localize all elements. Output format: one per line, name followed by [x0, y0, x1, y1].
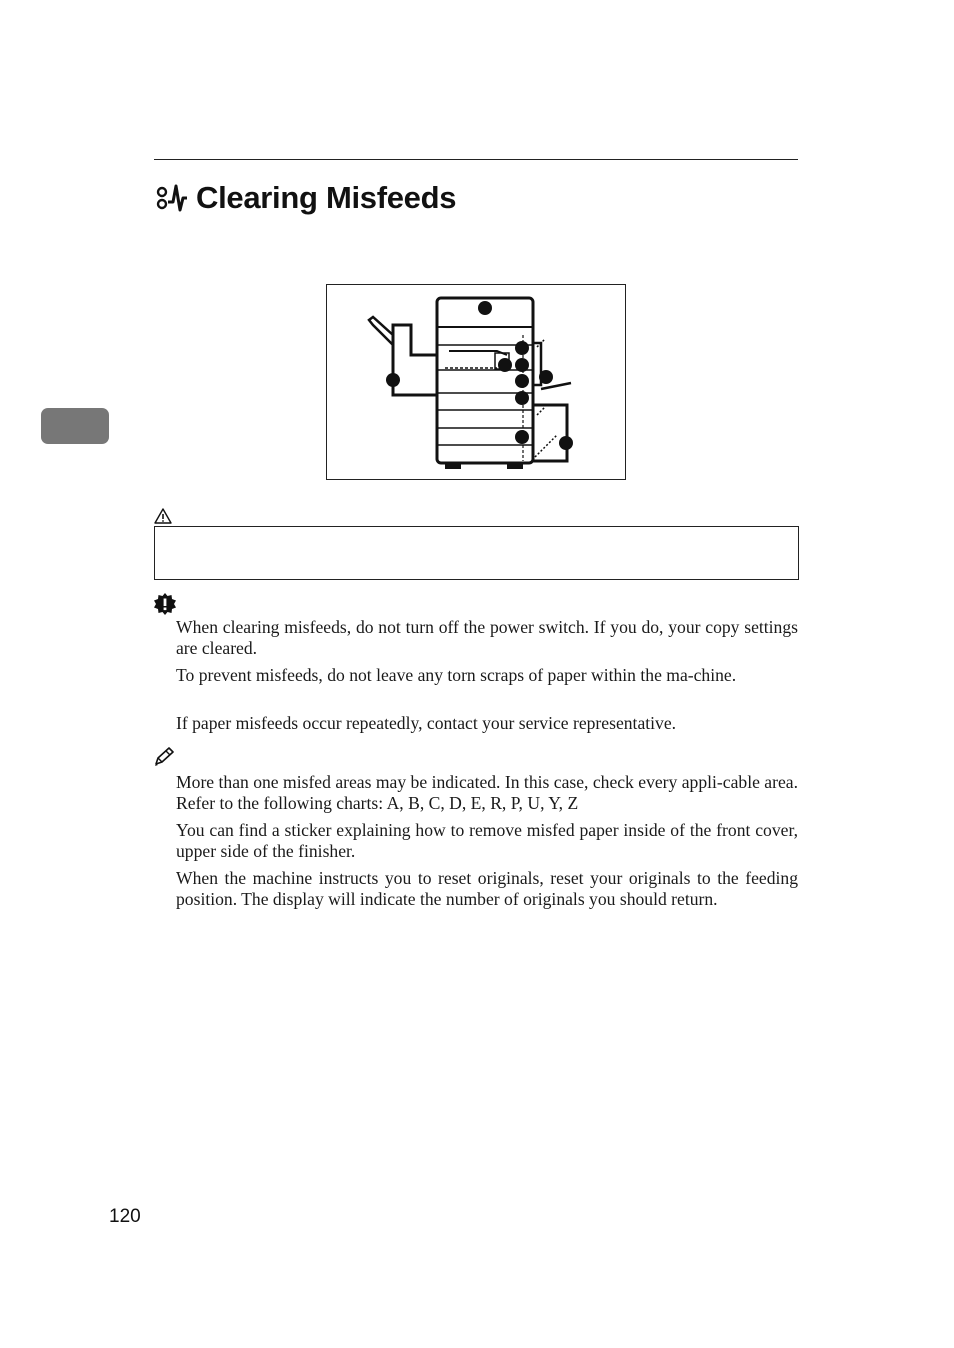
- chapter-tab: [41, 408, 109, 444]
- note-item: You can find a sticker explaining how to remove misfed paper inside of the front cover, upper side of the finisher.: [176, 820, 798, 861]
- callout-dot: [515, 430, 529, 444]
- misfeed-location-figure: [326, 284, 626, 480]
- title-block: [154, 180, 456, 216]
- callout-dot: [478, 301, 492, 315]
- important-item: If paper misfeeds occur repeatedly, contact your service representative.: [176, 713, 677, 733]
- callout-dot: [498, 358, 512, 372]
- important-item: When clearing misfeeds, do not turn off the power switch. If you do, your copy settings are cleared.: [176, 617, 798, 658]
- callout-dot: [559, 436, 573, 450]
- note-item: More than one misfed areas may be indicated. In this case, check every appli-cable area. Refer to the following charts: A, B, C, D, E, R, P, U, Y, Z: [176, 772, 798, 813]
- caution-triangle-icon: [154, 508, 172, 524]
- pencil-note-icon: [153, 747, 175, 767]
- important-item: To prevent misfeeds, do not leave any torn scraps of paper within the ma-chine.: [176, 665, 737, 685]
- caution-box: [154, 526, 799, 580]
- callout-dot: [515, 341, 529, 355]
- callout-dot: [515, 374, 529, 388]
- callout-dot: [515, 358, 529, 372]
- top-rule: [154, 159, 798, 160]
- callout-dot: [515, 391, 529, 405]
- callout-dot: [539, 370, 553, 384]
- note-item: When the machine instructs you to reset originals, reset your originals to the feeding position. The display will indicate the number of originals you should return.: [176, 868, 798, 909]
- page-number: 120: [109, 1206, 141, 1227]
- callout-dot: [386, 373, 400, 387]
- misfeed-icon: [154, 180, 190, 216]
- page-title: Clearing Misfeeds: [196, 180, 457, 215]
- important-icon: [154, 593, 176, 615]
- copier-diagram: [327, 285, 625, 479]
